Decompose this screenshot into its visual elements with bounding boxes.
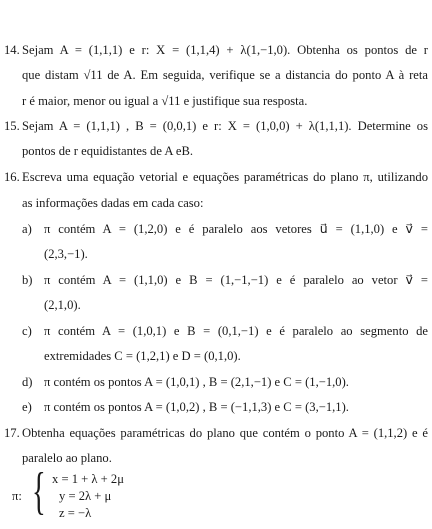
item-b-line-2: (2,1,0). [44,298,81,312]
item-d-line-1: π contém os pontos A = (1,0,1) , B = (2,1,−1) e C = (1,−1,0). [44,375,349,389]
exercise-14-line-3: r é maior, menor ou igual a √11 e justifique sua resposta. [22,94,308,108]
exercise-16-line-1: Escreva uma equação vetorial e equações paramétricas do plano π, utilizando [22,170,428,184]
equation-y: y = 2λ + μ [59,489,112,503]
item-e-label: e) [22,400,32,414]
item-c-label: c) [22,324,32,338]
item-c-line-2: extremidades C = (1,2,1) e D = (0,1,0). [44,349,241,363]
equation-z: z = −λ [59,506,92,520]
exercise-15-line-2: pontos de r equidistantes de A eB. [22,144,194,158]
equation-x: x = 1 + λ + 2μ [52,472,124,486]
exercise-16-number: 16. [4,170,20,184]
exercise-17-line-2: paralelo ao plano. [22,451,112,465]
exercise-17-number: 17. [4,426,20,440]
item-a-line-2: (2,3,−1). [44,247,88,261]
exercise-16-line-2: as informações dadas em cada caso: [22,196,204,210]
item-b-line-1: π contém A = (1,1,0) e B = (1,−1,−1) e é paralelo ao vetor v⃗ = [44,273,428,287]
item-e-line-1: π contém os pontos A = (1,0,2) , B = (−1,1,3) e C = (3,−1,1). [44,400,349,414]
item-b-label: b) [22,273,33,287]
exercise-15-number: 15. [4,119,20,133]
brace-symbol: { [32,463,46,520]
parametric-system [12,463,212,526]
exercise-14-line-2: que distam √11 de A. Em seguida, verifique se a distancia do ponto A à reta [22,68,428,82]
plane-label: π: [12,489,22,503]
item-c-line-1: π contém A = (1,0,1) e B = (0,1,−1) e é paralelo ao segmento de [44,324,428,338]
exercise-14-number: 14. [4,43,20,57]
exercise-15-line-1: Sejam A = (1,1,1) , B = (0,0,1) e r: X = (1,0,0) + λ(1,1,1). Determine os [22,119,428,133]
exercise-17-line-1: Obtenha equações paramétricas do plano que contém o ponto A = (1,1,2) e é [22,426,428,440]
item-a-label: a) [22,222,32,236]
item-d-label: d) [22,375,33,389]
item-a-line-1: π contém A = (1,2,0) e é paralelo aos vetores u⃗ = (1,1,0) e v⃗ = [44,222,428,236]
exercise-14-line-1: Sejam A = (1,1,1) e r: X = (1,1,4) + λ(1,−1,0). Obtenha os pontos de r [22,43,428,57]
